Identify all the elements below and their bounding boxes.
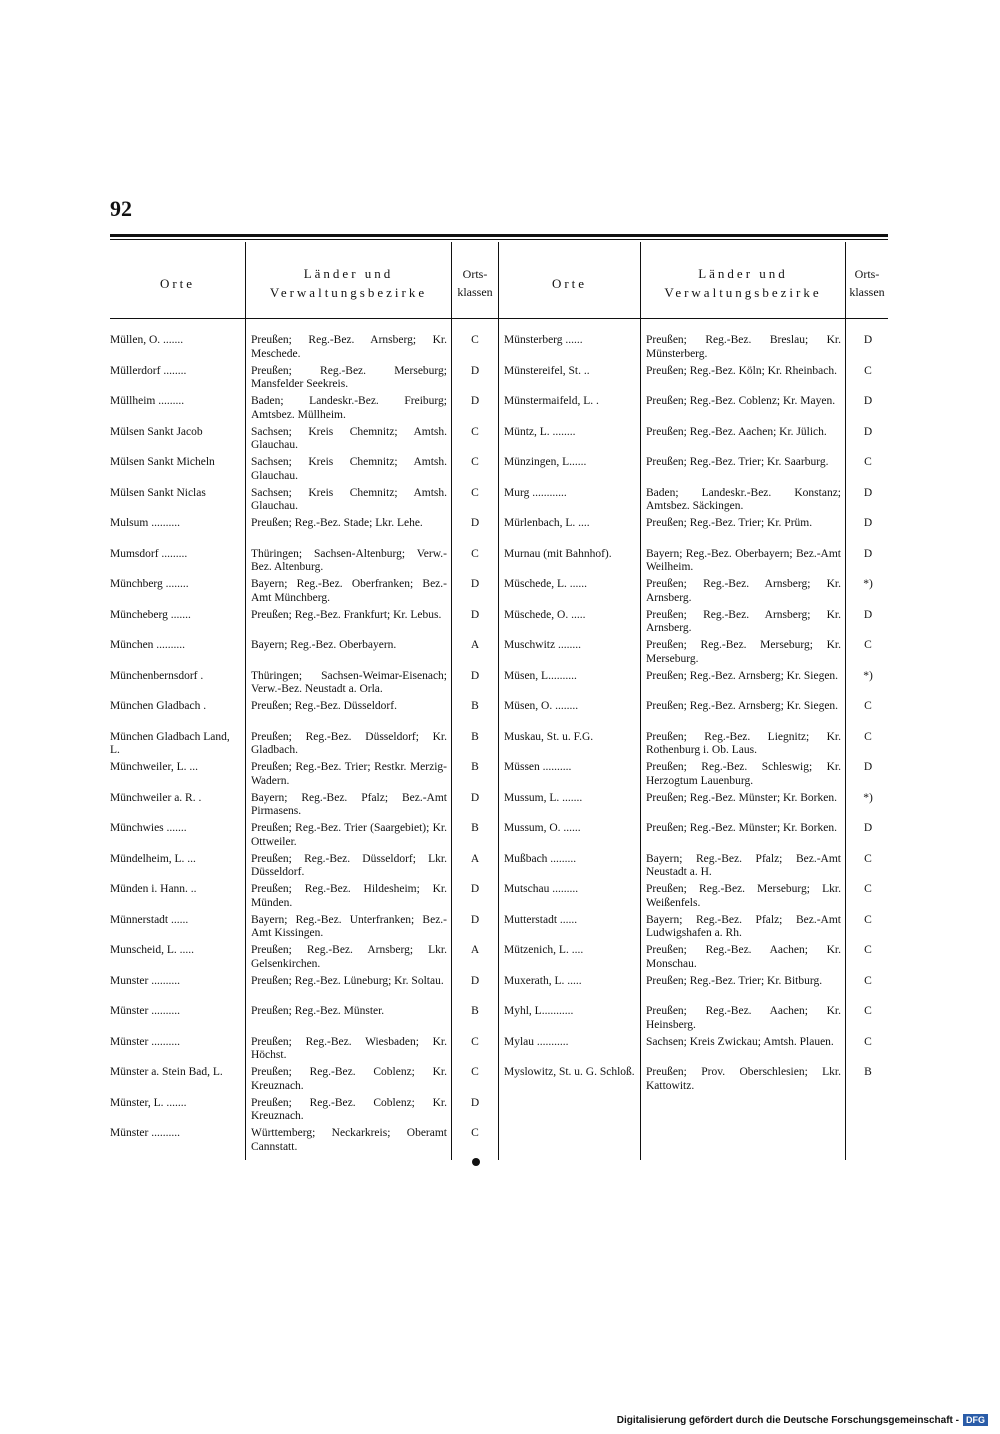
- header-klassen-line1: Orts-: [854, 267, 880, 281]
- place-name: Muskau, St. u. F.G.: [504, 730, 594, 743]
- place-name: Mülsen Sankt Micheln: [110, 456, 215, 468]
- place-class: C: [471, 1127, 479, 1139]
- district-description: Preußen; Reg.-Bez. Arnsberg; Kr. Siegen.: [646, 700, 839, 712]
- district-description: Bayern; Reg.-Bez. Oberbayern.: [251, 639, 397, 651]
- district-description: Bayern; Reg.-Bez. Oberfranken; Bez.-Amt Münchberg.: [251, 578, 447, 604]
- place-class: D: [470, 1096, 480, 1109]
- header-orte-left: Orte: [159, 275, 196, 291]
- place-class: D: [470, 364, 480, 377]
- place-name: Mutterstadt ......: [504, 913, 578, 926]
- district-description: Preußen; Reg.-Bez. Merseburg; Lkr. Weißenfels.: [646, 883, 841, 909]
- place-class: C: [864, 1035, 872, 1048]
- place-name: Mürlenbach, L. ....: [504, 517, 590, 529]
- district-description: Preußen; Reg.-Bez. Arnsberg; Kr. Arnsberg.: [646, 608, 841, 634]
- district-description: Baden; Landeskr.-Bez. Konstanz; Amtsbez. Säckingen.: [646, 486, 841, 512]
- place-name: Mützenich, L. ....: [504, 944, 584, 956]
- place-class: C: [471, 456, 479, 468]
- place-name: Mülsen Sankt Niclas: [110, 486, 206, 499]
- place-class: D: [863, 822, 873, 834]
- district-description: Sachsen; Kreis Chemnitz; Amtsh. Glauchau.: [251, 456, 447, 482]
- district-description: Bayern; Reg.-Bez. Pfalz; Bez.-Amt Ludwigshafen a. Rh.: [646, 913, 841, 939]
- place-name: Münchwies .......: [110, 822, 187, 834]
- district-description: Baden; Landeskr.-Bez. Freiburg; Amtsbez. Müllheim.: [251, 395, 447, 421]
- place-class: B: [471, 761, 479, 773]
- header-klassen-line2: klassen: [457, 285, 493, 299]
- place-class: B: [471, 700, 479, 712]
- district-description: Preußen; Reg.-Bez. Aachen; Kr. Monschau.: [646, 944, 841, 970]
- column-divider: [640, 242, 641, 1160]
- district-description: Bayern; Reg.-Bez. Pfalz; Bez.-Amt Pirmasens.: [251, 791, 447, 817]
- place-name: Münchweiler a. R. .: [110, 791, 202, 804]
- place-name: Mylau ...........: [504, 1035, 569, 1048]
- place-class: D: [863, 395, 873, 407]
- district-description: Sachsen; Kreis Zwickau; Amtsh. Plauen.: [646, 1035, 834, 1048]
- footer-text: Digitalisierung gefördert durch die Deutsche Forschungsgemeinschaft -: [616, 1414, 959, 1426]
- place-name: Mündelheim, L. ...: [110, 852, 196, 865]
- place-class: C: [471, 547, 479, 560]
- place-name: München ..........: [110, 639, 186, 651]
- place-class: D: [470, 517, 480, 529]
- place-name: Münchweiler, L. ...: [110, 761, 199, 773]
- place-name: Münster ..........: [110, 1127, 180, 1139]
- district-description: Preußen; Reg.-Bez. Trier; Kr. Bitburg.: [646, 974, 823, 987]
- place-class: D: [470, 395, 480, 407]
- place-class: C: [471, 486, 479, 499]
- place-class: D: [470, 578, 480, 590]
- place-class: C: [864, 364, 872, 377]
- district-description: Preußen; Reg.-Bez. Coblenz; Kr. Kreuznach.: [251, 1096, 447, 1122]
- place-class: C: [864, 700, 872, 712]
- place-name: Münchenbernsdorf .: [110, 669, 204, 682]
- place-name: Müncheberg .......: [110, 608, 191, 621]
- place-name: Müschede, O. .....: [504, 608, 586, 621]
- district-description: Preußen; Reg.-Bez. Arnsberg; Lkr. Gelsenkirchen.: [251, 944, 447, 970]
- place-name: Münster, L. .......: [110, 1096, 187, 1109]
- header-klassen-line2: klassen: [849, 285, 885, 299]
- place-name: Myslowitz, St. u. G. Schloß.: [504, 1066, 635, 1078]
- column-divider: [451, 242, 452, 1160]
- place-class: C: [864, 730, 872, 743]
- place-class: B: [471, 822, 479, 834]
- district-description: Preußen; Reg.-Bez. Arnsberg; Kr. Meschede.: [251, 334, 447, 360]
- place-name: Münster ..........: [110, 1035, 180, 1048]
- place-name: Münnerstadt ......: [110, 913, 189, 926]
- header-orte-right: Orte: [551, 275, 588, 291]
- place-class: A: [470, 852, 480, 865]
- column-divider: [498, 242, 499, 1160]
- district-description: Preußen; Reg.-Bez. Düsseldorf.: [251, 700, 397, 712]
- header-rule: [110, 318, 888, 319]
- column-divider: [845, 242, 846, 1160]
- top-rule-thin: [110, 239, 888, 240]
- place-name: Müssen ..........: [504, 761, 572, 773]
- place-class: D: [863, 547, 873, 560]
- place-name: Münchberg ........: [110, 578, 189, 590]
- page-number: 92: [110, 196, 132, 221]
- district-description: Preußen; Reg.-Bez. Hildesheim; Kr. Münden.: [251, 883, 447, 909]
- district-description: Preußen; Reg.-Bez. Schleswig; Kr. Herzogtum Lauenburg.: [646, 761, 841, 787]
- place-class: B: [471, 730, 479, 743]
- place-name: Münster a. Stein Bad, L.: [110, 1066, 223, 1078]
- place-name: Muschwitz ........: [504, 639, 581, 651]
- district-description: Sachsen; Kreis Chemnitz; Amtsh. Glauchau.: [251, 425, 447, 451]
- place-class: C: [864, 913, 872, 926]
- place-name: Mußbach .........: [504, 852, 577, 865]
- district-description: Preußen; Reg.-Bez. Münster.: [251, 1005, 385, 1017]
- district-description: Thüringen; Sachsen-Weimar-Eisenach; Verw.-Bez. Neustadt a. Orla.: [251, 669, 447, 695]
- place-class: C: [471, 1066, 479, 1078]
- place-name: Mutschau .........: [504, 883, 579, 895]
- district-description: Sachsen; Kreis Chemnitz; Amtsh. Glauchau.: [251, 486, 447, 512]
- header-laender-right: [641, 250, 845, 316]
- place-name: Murnau (mit Bahnhof).: [504, 547, 612, 560]
- place-class: D: [863, 517, 873, 529]
- district-description: Preußen; Reg.-Bez. Frankfurt; Kr. Lebus.: [251, 608, 442, 621]
- place-name: Müsen, L..........: [504, 669, 577, 682]
- header-klassen-line1: Orts-: [462, 267, 488, 281]
- district-description: Preußen; Reg.-Bez. Arnsberg; Kr. Siegen.: [646, 669, 839, 682]
- place-name: Müllerdorf ........: [110, 364, 187, 377]
- place-name: Mülsen Sankt Jacob: [110, 425, 203, 438]
- place-name: Münzingen, L......: [504, 456, 587, 468]
- place-name: München Gladbach Land, L.: [110, 730, 230, 756]
- place-class: C: [471, 1035, 479, 1048]
- place-class: A: [470, 639, 480, 651]
- header-klassen-right: [846, 250, 888, 316]
- district-description: Preußen; Prov. Oberschlesien; Lkr. Kattowitz.: [646, 1066, 841, 1092]
- district-description: Preußen; Reg.-Bez. Merseburg; Mansfelder Seekreis.: [251, 364, 447, 390]
- place-name: Münster ..........: [110, 1005, 180, 1017]
- district-description: Preußen; Reg.-Bez. Liegnitz; Kr. Rothenburg i. Ob. Laus.: [646, 730, 841, 756]
- place-name: Myhl, L...........: [504, 1005, 574, 1017]
- place-name: Mulsum ..........: [110, 517, 180, 529]
- place-name: Münstermaifeld, L. .: [504, 395, 599, 407]
- district-description: Preußen; Reg.-Bez. Trier; Kr. Saarburg.: [646, 456, 829, 468]
- district-description: Württemberg; Neckarkreis; Oberamt Cannstatt.: [251, 1127, 447, 1153]
- place-name: Müllheim .........: [110, 395, 185, 407]
- place-name: Munscheid, L. .....: [110, 944, 195, 956]
- place-class: C: [864, 852, 872, 865]
- district-description: Preußen; Reg.-Bez. Münster; Kr. Borken.: [646, 822, 837, 834]
- place-class: *): [863, 669, 873, 682]
- district-description: Preußen; Reg.-Bez. Arnsberg; Kr. Arnsberg.: [646, 578, 841, 604]
- place-name: Müsen, O. ........: [504, 700, 579, 712]
- place-name: Münstereifel, St. ..: [504, 364, 590, 377]
- header-laender-left: [246, 250, 451, 316]
- district-description: Bayern; Reg.-Bez. Unterfranken; Bez.-Amt Kissingen.: [251, 913, 447, 939]
- district-description: Preußen; Reg.-Bez. Wiesbaden; Kr. Höchst.: [251, 1035, 447, 1061]
- district-description: Preußen; Reg.-Bez. Merseburg; Kr. Merseburg.: [646, 639, 841, 665]
- district-description: Bayern; Reg.-Bez. Pfalz; Bez.-Amt Neustadt a. H.: [646, 852, 841, 878]
- district-description: Preußen; Reg.-Bez. Trier; Restkr. Merzig-Wadern.: [251, 761, 447, 787]
- place-name: Murg ............: [504, 486, 567, 499]
- district-description: Preußen; Reg.-Bez. Münster; Kr. Borken.: [646, 791, 837, 804]
- place-class: C: [864, 1005, 872, 1017]
- place-name: Muxerath, L. .....: [504, 974, 582, 987]
- district-description: Preußen; Reg.-Bez. Köln; Kr. Rheinbach.: [646, 364, 837, 377]
- district-description: Preußen; Reg.-Bez. Trier; Kr. Prüm.: [646, 517, 813, 529]
- dfg-logo: DFG: [963, 1414, 988, 1426]
- district-description: Preußen; Reg.-Bez. Lüneburg; Kr. Soltau.: [251, 974, 444, 987]
- district-description: Bayern; Reg.-Bez. Oberbayern; Bez.-Amt Weilheim.: [646, 547, 841, 573]
- district-description: Preußen; Reg.-Bez. Coblenz; Kr. Kreuznach.: [251, 1066, 447, 1092]
- district-description: Preußen; Reg.-Bez. Coblenz; Kr. Mayen.: [646, 395, 836, 407]
- top-rule: [110, 234, 888, 237]
- place-class: D: [470, 974, 480, 987]
- place-class: C: [864, 456, 872, 468]
- place-class: C: [864, 944, 872, 956]
- place-name: Müllen, O. .......: [110, 334, 184, 346]
- place-class: D: [470, 669, 480, 682]
- place-class: D: [470, 913, 480, 926]
- header-laender-line1: Länder und: [303, 266, 394, 281]
- place-name: Müntz, L. ........: [504, 425, 576, 438]
- district-description: Preußen; Reg.-Bez. Breslau; Kr. Münsterberg.: [646, 334, 841, 360]
- place-class: D: [863, 425, 873, 438]
- header-laender-line2: Verwaltungsbezirke: [269, 285, 428, 300]
- column-divider: [245, 242, 246, 1160]
- place-name: Mussum, L. .......: [504, 791, 583, 804]
- place-class: D: [470, 608, 480, 621]
- place-class: D: [863, 334, 873, 346]
- header-laender-line1: Länder und: [698, 266, 788, 281]
- header-laender-line2: Verwaltungsbezirke: [664, 285, 822, 300]
- place-name: Munster ..........: [110, 974, 180, 987]
- district-description: Preußen; Reg.-Bez. Aachen; Kr. Heinsberg.: [646, 1005, 841, 1031]
- place-class: D: [470, 791, 480, 804]
- place-class: C: [864, 974, 872, 987]
- place-name: Münsterberg ......: [504, 334, 583, 346]
- place-class: C: [864, 639, 872, 651]
- district-description: Preußen; Reg.-Bez. Stade; Lkr. Lehe.: [251, 517, 423, 529]
- place-name: Müschede, L. ......: [504, 578, 588, 590]
- place-class: B: [864, 1066, 872, 1078]
- district-description: Thüringen; Sachsen-Altenburg; Verw.-Bez. Altenburg.: [251, 547, 447, 573]
- place-name: Mussum, O. ......: [504, 822, 581, 834]
- district-description: Preußen; Reg.-Bez. Aachen; Kr. Jülich.: [646, 425, 827, 438]
- place-class: C: [471, 334, 479, 346]
- place-class: B: [471, 1005, 479, 1017]
- district-description: Preußen; Reg.-Bez. Düsseldorf; Lkr. Düsseldorf.: [251, 852, 447, 878]
- place-class: *): [863, 578, 873, 590]
- place-class: A: [470, 944, 480, 956]
- place-class: C: [864, 883, 872, 895]
- place-name: Mumsdorf .........: [110, 547, 188, 560]
- footer: [617, 1414, 988, 1426]
- place-name: Münden i. Hann. ..: [110, 883, 197, 895]
- bullet-mark: [472, 1158, 480, 1166]
- place-name: München Gladbach .: [110, 700, 207, 712]
- place-class: D: [863, 761, 873, 773]
- place-class: C: [471, 425, 479, 438]
- place-class: D: [470, 883, 480, 895]
- place-class: *): [863, 791, 873, 804]
- district-description: Preußen; Reg.-Bez. Düsseldorf; Kr. Gladbach.: [251, 730, 447, 756]
- district-description: Preußen; Reg.-Bez. Trier (Saargebiet); Kr. Ottweiler.: [251, 822, 447, 848]
- place-class: D: [863, 608, 873, 621]
- header-klassen-left: [452, 250, 498, 316]
- place-class: D: [863, 486, 873, 499]
